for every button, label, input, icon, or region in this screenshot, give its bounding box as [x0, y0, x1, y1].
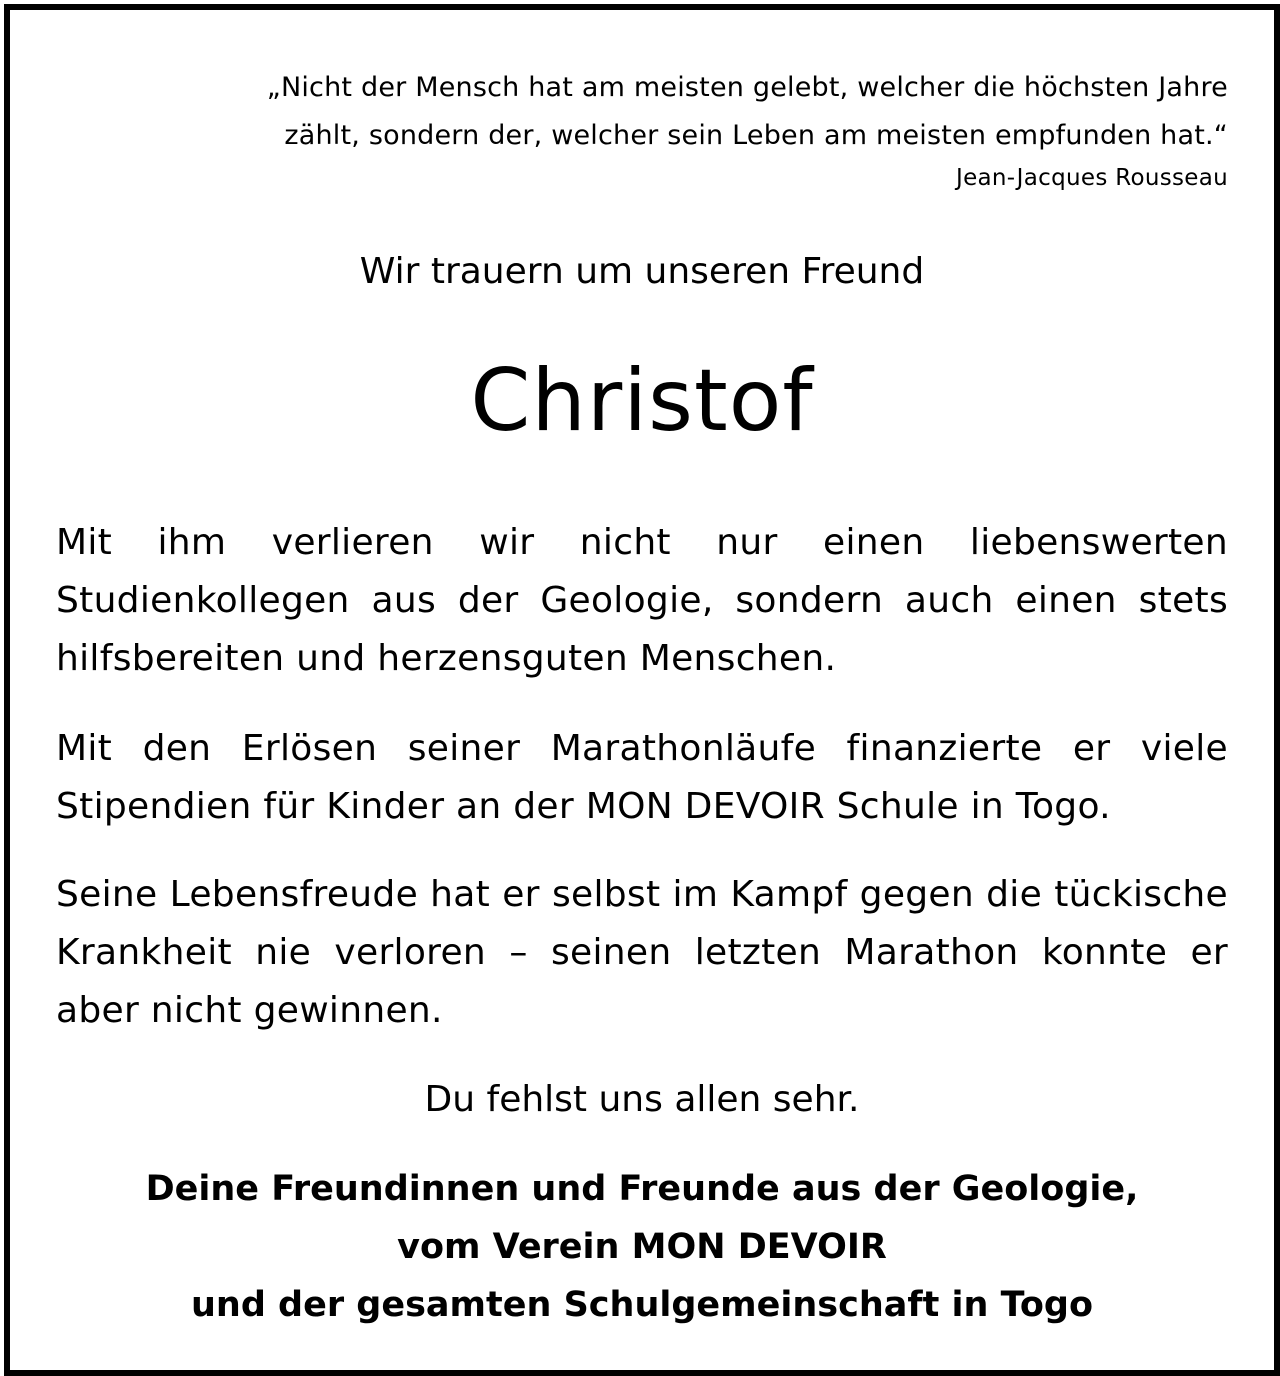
- signature-line: und der gesamten Schulgemeinschaft in Togo: [190, 1285, 1094, 1325]
- signature: [56, 1160, 1228, 1334]
- quote-line: zählt, sondern der, welcher sein Leben am meisten empfunden hat.“: [284, 120, 1228, 151]
- quote-line: „Nicht der Mensch hat am meisten gelebt, welcher die höchsten Jahre: [266, 72, 1228, 103]
- quote-author: Jean-Jacques Rousseau: [955, 165, 1228, 191]
- paragraph: Mit den Erlösen seiner Marathonläufe finanzierte er viele Stipendien für Kinder an der MON DEVOIR Schule in Togo.: [56, 728, 1228, 827]
- farewell-text: Du fehlst uns allen sehr.: [424, 1079, 860, 1120]
- paragraph: Seine Lebensfreude hat er selbst im Kampf gegen die tückische Krankheit nie verloren – seinen letzten Marathon konnte er aber nicht gewinnen.: [56, 874, 1228, 1031]
- paragraph: Mit ihm verlieren wir nicht nur einen liebenswerten Studienkollegen aus der Geologie, sondern auch einen stets hilfsbereiten und herzensguten Menschen.: [56, 522, 1228, 679]
- obituary-frame: [4, 4, 1280, 1376]
- deceased-name: Christof: [470, 351, 814, 451]
- signature-line: vom Verein MON DEVOIR: [397, 1227, 887, 1267]
- signature-line: Deine Freundinnen und Freunde aus der Geologie,: [145, 1169, 1139, 1209]
- quote: [108, 64, 1228, 160]
- obituary-content: [56, 10, 1228, 1370]
- intro-text: Wir trauern um unseren Freund: [359, 251, 925, 292]
